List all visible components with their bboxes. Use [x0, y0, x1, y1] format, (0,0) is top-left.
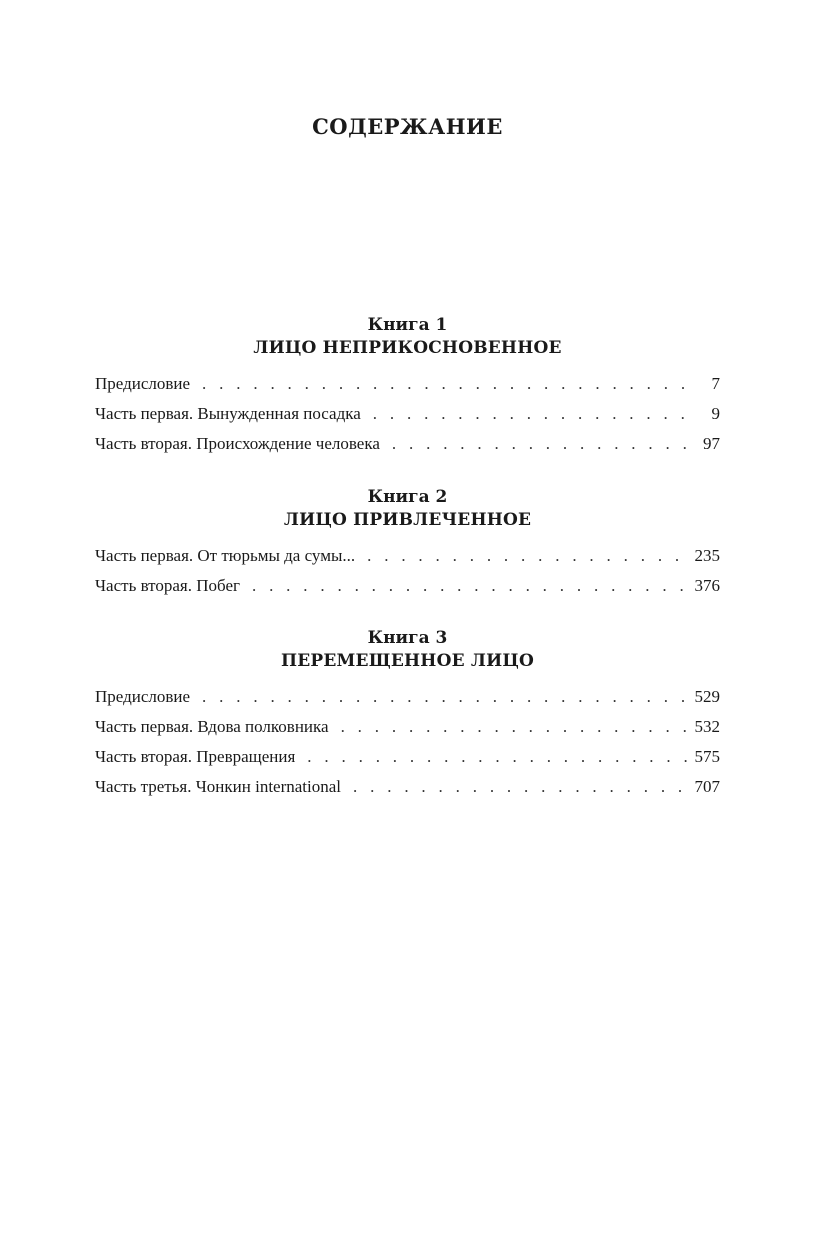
- book-label: Книга 2: [367, 487, 448, 507]
- toc-list: [95, 541, 720, 601]
- dot-leader: [367, 541, 686, 571]
- toc-entry-title: Часть вторая. Побег: [95, 576, 240, 595]
- dot-leader: [373, 399, 698, 429]
- dot-leader: [202, 369, 698, 399]
- dot-leader: [307, 742, 686, 772]
- toc-page-number: 529: [694, 687, 720, 706]
- book-name: ПЕРЕМЕЩЕННОЕ ЛИЦО: [280, 651, 534, 671]
- toc-page-number: 532: [694, 717, 720, 736]
- toc-entry-title: Часть вторая. Превращения: [95, 747, 296, 766]
- toc-entry[interactable]: [95, 682, 720, 712]
- toc-entry[interactable]: [95, 541, 720, 571]
- toc-entry[interactable]: [95, 399, 720, 429]
- toc-page-number: 97: [703, 434, 720, 453]
- toc-entry[interactable]: [95, 772, 720, 802]
- toc-list: [95, 682, 720, 802]
- book-name: ЛИЦО ПРИВЛЕЧЕННОЕ: [283, 510, 532, 530]
- toc-page-number: 376: [694, 576, 720, 595]
- book-label: Книга 3: [367, 628, 448, 648]
- toc-entry[interactable]: [95, 742, 720, 772]
- toc-entry[interactable]: [95, 429, 720, 459]
- book-section-3: [95, 627, 720, 802]
- dot-leader: [392, 429, 695, 459]
- dot-leader: [341, 712, 687, 742]
- dot-leader: [353, 772, 686, 802]
- toc-entry[interactable]: [95, 712, 720, 742]
- dot-leader: [252, 571, 687, 601]
- toc-page-number: 707: [694, 777, 720, 796]
- page-title: СОДЕРЖАНИЕ: [312, 114, 503, 139]
- toc-page-number: 235: [694, 546, 720, 565]
- toc-page-number: 9: [711, 404, 720, 423]
- toc-entry-title: Часть первая. Вдова полковника: [95, 717, 329, 736]
- book-label: Книга 1: [367, 315, 448, 335]
- toc-entry-title: Часть первая. От тюрьмы да сумы...: [95, 546, 356, 565]
- toc-entry[interactable]: [95, 571, 720, 601]
- toc-entry-title: Предисловие: [95, 687, 191, 706]
- toc-page-number: 7: [711, 374, 720, 393]
- book-name: ЛИЦО НЕПРИКОСНОВЕННОЕ: [253, 338, 562, 358]
- book-section-2: [95, 486, 720, 601]
- toc-entry-title: Предисловие: [95, 374, 191, 393]
- book-section-1: [95, 314, 720, 459]
- dot-leader: [202, 682, 686, 712]
- toc-page-number: 575: [694, 747, 720, 766]
- toc-entry-title: Часть третья. Чонкин international: [95, 777, 342, 796]
- toc-entry[interactable]: [95, 369, 720, 399]
- toc-entry-title: Часть вторая. Происхождение человека: [95, 434, 380, 453]
- toc-entry-title: Часть первая. Вынужденная посадка: [95, 404, 361, 423]
- toc-list: [95, 369, 720, 459]
